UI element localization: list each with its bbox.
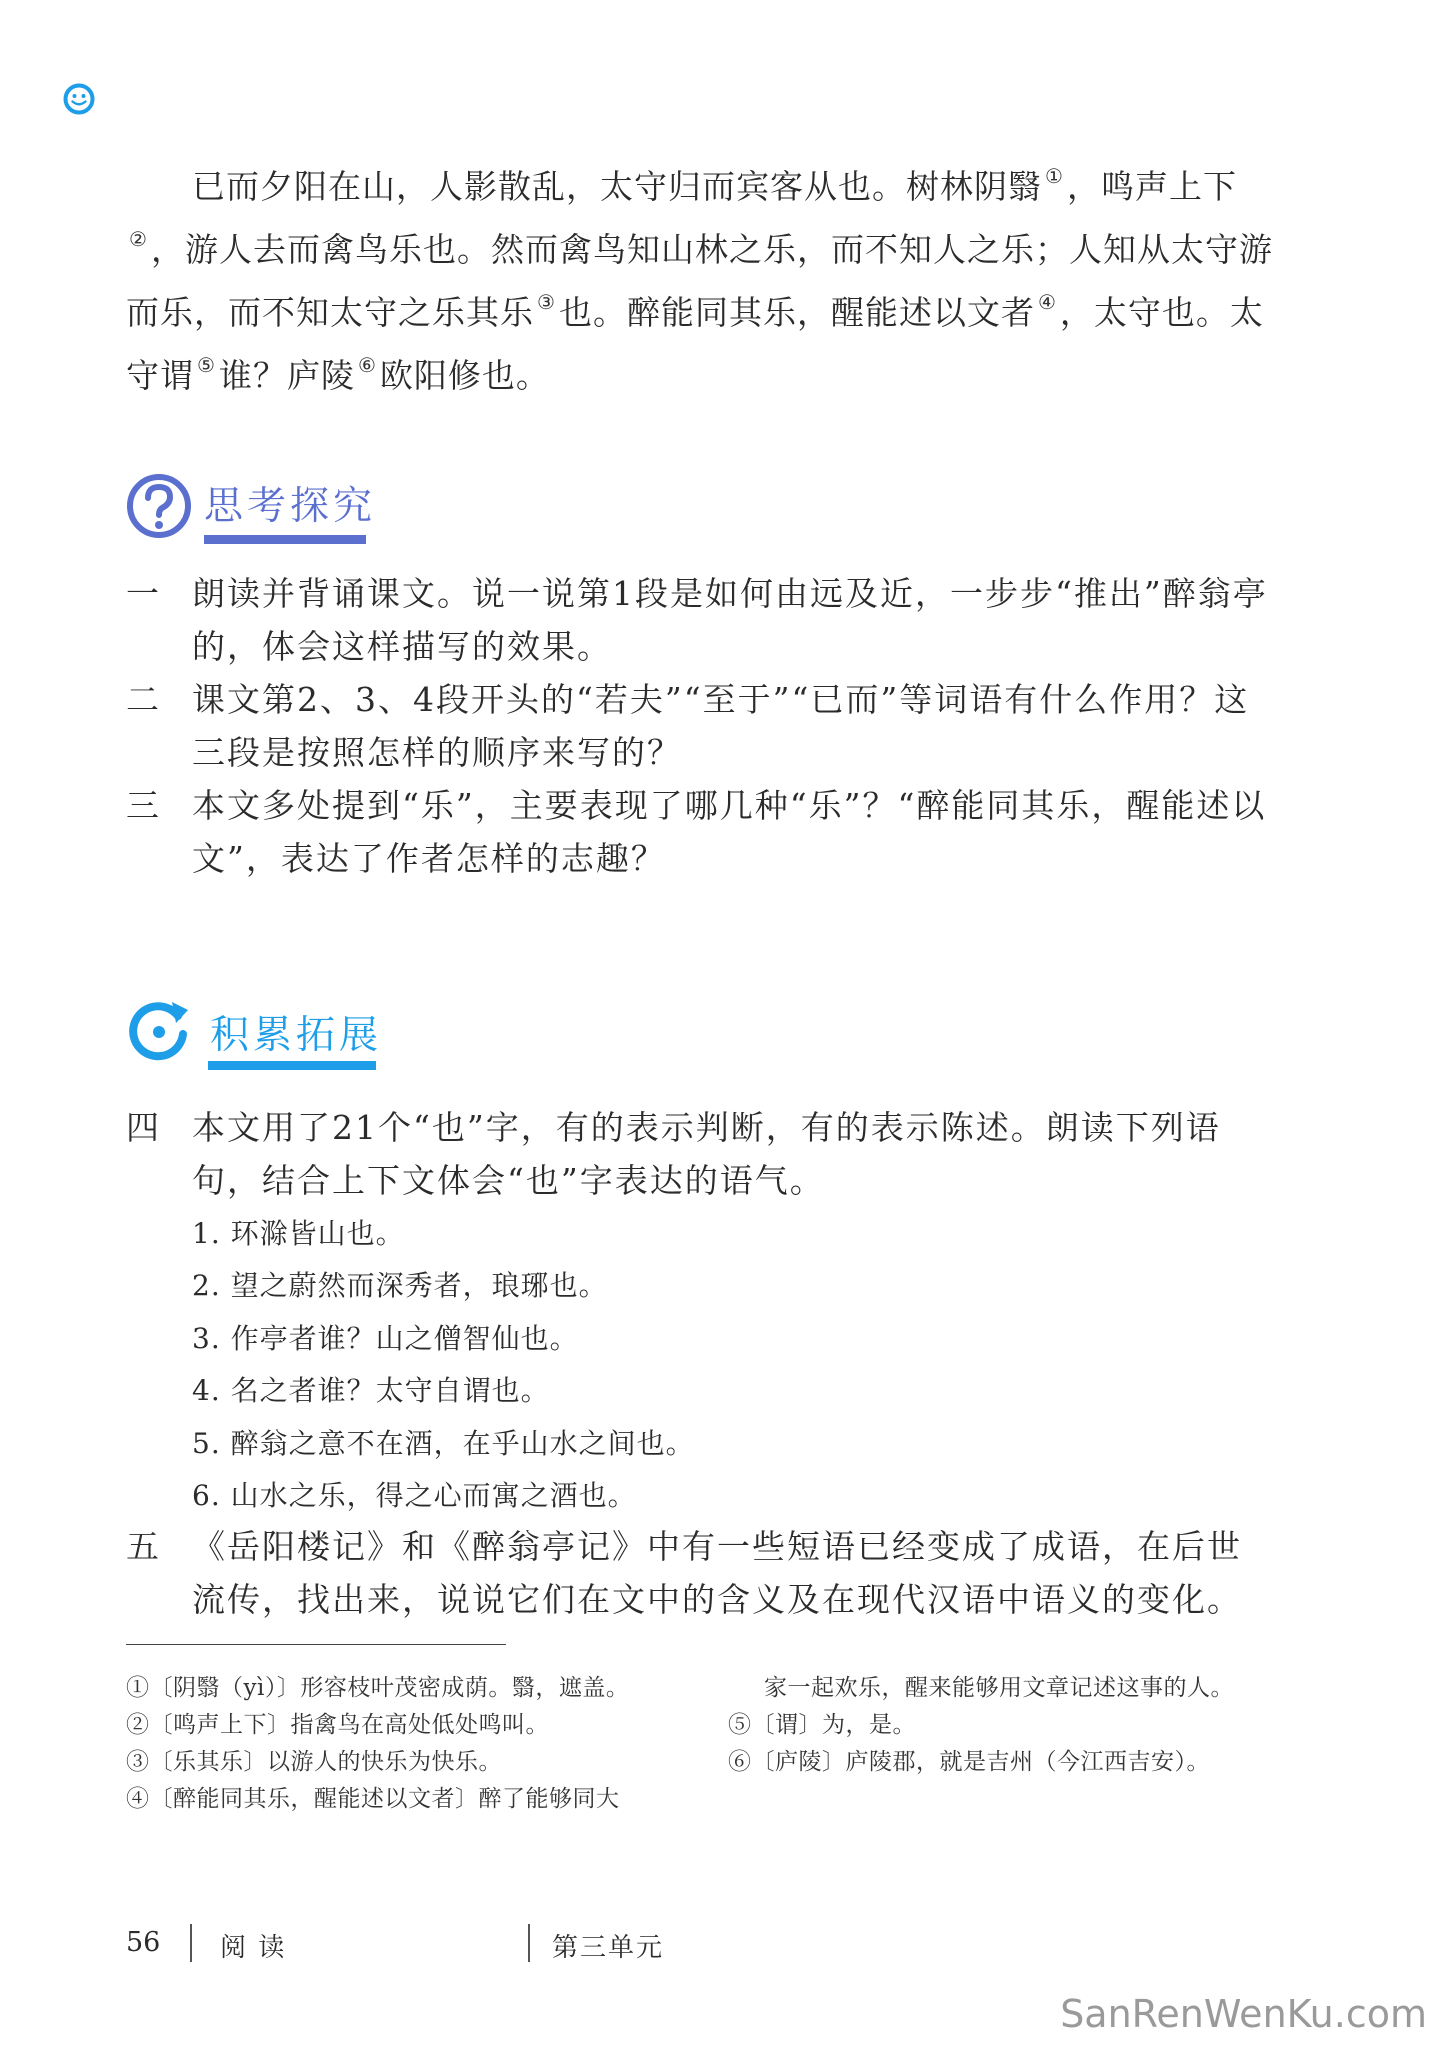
footnotes-left <box>126 1670 629 1818</box>
footnotes-right <box>728 1670 1234 1781</box>
list-item: 6. 山水之乐，得之心而寓之酒也。 <box>192 1479 637 1513</box>
footnote-ref: ② <box>129 227 148 251</box>
question-number: 二 <box>126 680 161 719</box>
footnote: ⑥〔庐陵〕庐陵郡，就是吉州（今江西吉安）。 <box>728 1749 1210 1775</box>
question-text: 《岳阳楼记》和《醉翁亭记》中有一些短语已经变成了成语，在后世流传，找出来，说说它们在文中的含义及在现代汉语中语义的变化。 <box>192 1527 1242 1619</box>
list-item: 5. 醉翁之意不在酒，在乎山水之间也。 <box>192 1426 695 1460</box>
footnote: ④〔醉能同其乐，醒能述以文者〕醉了能够同大 <box>126 1786 620 1812</box>
sentence-list <box>192 1208 695 1522</box>
list-item: 1. 环滁皆山也。 <box>192 1217 405 1250</box>
list-item: 4. 名之者谁？太守自谓也。 <box>192 1374 550 1408</box>
footnote-ref: ④ <box>1037 290 1057 314</box>
footnote: ③〔乐其乐〕以游人的快乐为快乐。 <box>126 1749 502 1775</box>
list-item: 3. 作亭者谁？山之僧智仙也。 <box>192 1321 579 1355</box>
question-number: 四 <box>126 1108 161 1147</box>
list-item: 2. 望之蔚然而深秀者，琅琊也。 <box>192 1269 608 1303</box>
question-number: 五 <box>126 1527 161 1566</box>
question-item <box>126 673 1276 779</box>
footnote-ref: ⑥ <box>357 353 377 377</box>
refresh-arrow-icon <box>126 996 192 1062</box>
question-text: 课文第2、3、4段开头的“若夫”“至于”“已而”等词语有什么作用？这三段是按照怎样的顺序来写的？ <box>192 680 1250 772</box>
watermark: SanRenWenKu.com <box>1060 1992 1427 2036</box>
passage <box>126 150 1276 402</box>
footnote-divider <box>126 1644 506 1645</box>
question-mark-icon <box>126 473 192 539</box>
section-underline <box>204 535 366 544</box>
question-item <box>126 567 1276 673</box>
passage-paragraph: 已而夕阳在山，人影散乱，太守归而宾客从也。树林阴翳 ①，鸣声上下②，游人去而禽鸟乐也。然而禽鸟知山林之乐，而不知人之乐；人知从太守游而乐，而不知太守之乐其乐 ③也。醉能同其乐，醒能述以文者 ④，太守也。太守谓 ⑤谁？庐陵 ⑥欧阳修也。 <box>126 164 1273 395</box>
question-text: 朗读并背诵课文。说一说第1段是如何由远及近，一步步“推出”醉翁亭的，体会这样描写的效果。 <box>192 574 1268 666</box>
footnote-ref: ⑤ <box>197 353 216 377</box>
question-item <box>126 1520 1276 1626</box>
section-title: 思考探究 <box>204 484 377 529</box>
question-item <box>126 1101 1276 1207</box>
footnote: ②〔鸣声上下〕指禽鸟在高处低处鸣叫。 <box>126 1712 549 1738</box>
section-title: 积累拓展 <box>210 1013 383 1058</box>
question-number: 三 <box>126 786 161 825</box>
section-header-extend <box>126 996 426 1076</box>
footnote-ref: ① <box>1045 164 1064 188</box>
section-underline <box>208 1061 376 1070</box>
question-item <box>126 779 1276 885</box>
page-number: 56 <box>126 1927 161 1958</box>
footer-section: 阅 读 <box>220 1933 287 1963</box>
footnote: ⑤〔谓〕为，是。 <box>728 1712 916 1738</box>
question-number: 一 <box>126 574 161 613</box>
question-text: 本文用了21个“也”字，有的表示判断，有的表示陈述。朗读下列语句，结合上下文体会“也”字表达的语气。 <box>192 1108 1221 1200</box>
footnote: ①〔阴翳（yì）〕形容枝叶茂密成荫。翳，遮盖。 <box>126 1675 630 1701</box>
question-text: 本文多处提到“乐”，主要表现了哪几种“乐”？“醉能同其乐，醒能述以文”，表达了作者怎样的志趣？ <box>192 786 1267 878</box>
footnote-ref: ③ <box>537 290 556 314</box>
footnote: 家一起欢乐，醒来能够用文章记述这事的人。 <box>764 1675 1234 1701</box>
footer-divider <box>528 1924 530 1962</box>
smile-icon <box>62 82 96 116</box>
footer-unit: 第三单元 <box>552 1933 665 1963</box>
section-header-think <box>126 473 426 553</box>
footer-divider <box>190 1924 192 1962</box>
